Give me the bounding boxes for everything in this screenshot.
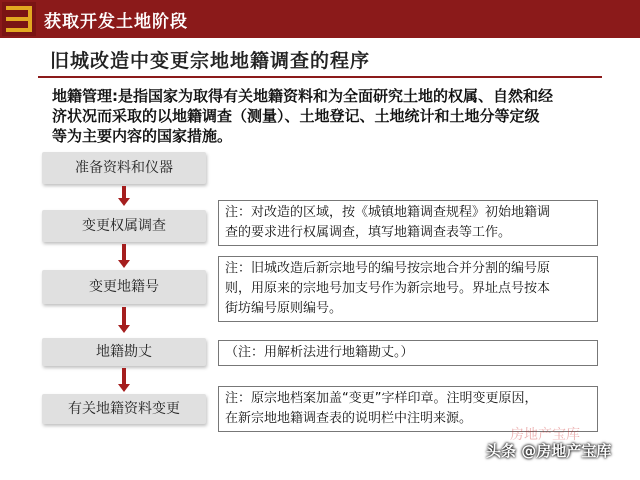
down-arrow-icon — [118, 368, 130, 392]
faint-watermark: 房地产宝库 — [510, 427, 580, 443]
title-divider — [38, 76, 602, 78]
step-ownership-survey: 变更权属调查 — [42, 210, 206, 242]
definition-line: 地籍管理:是指国家为取得有关地籍资料和为全面研究土地的权属、自然和经 — [52, 87, 554, 105]
header-title: 获取开发土地阶段 — [44, 12, 188, 32]
note-cadastral-survey — [218, 340, 598, 366]
step-change-parcel-number: 变更地籍号 — [42, 270, 206, 304]
definition-line: 等为主要内容的国家措施。 — [52, 127, 233, 145]
note-line: 街坊编号原则编号。 — [225, 301, 343, 316]
note-parcel-number — [218, 256, 598, 322]
logo-icon — [2, 2, 36, 36]
note-line: 在新宗地地籍调查表的说明栏中注明来源。 — [225, 411, 473, 426]
step-update-records: 有关地籍资料变更 — [42, 394, 206, 424]
page-title: 旧城改造中变更宗地地籍调查的程序 — [50, 50, 371, 72]
down-arrow-icon — [118, 244, 130, 268]
definition-paragraph — [52, 86, 600, 146]
step-cadastral-survey: 地籍勘丈 — [42, 338, 206, 366]
note-line: 注：原宗地档案加盖“变更”字样印章。注明变更原因， — [225, 391, 538, 406]
note-line: 则，用原来的宗地号加支号作为新宗地号。界址点号按本 — [225, 281, 551, 296]
note-line: （注：用解析法进行地籍勘丈。） — [225, 345, 414, 360]
note-line: 查的要求进行权属调查，填写地籍调查表等工作。 — [225, 225, 512, 240]
step-prepare-materials: 准备资料和仪器 — [42, 152, 206, 184]
note-ownership-survey — [218, 200, 598, 246]
down-arrow-icon — [118, 307, 130, 333]
header-bar — [0, 0, 640, 38]
source-watermark: 头条 @房地产宝库 — [486, 442, 612, 460]
down-arrow-icon — [118, 186, 130, 206]
note-line: 注：对改造的区域，按《城镇地籍调查规程》初始地籍调 — [225, 205, 551, 220]
note-line: 注：旧城改造后新宗地号的编号按宗地合并分割的编号原 — [225, 261, 551, 276]
definition-line: 济状况而采取的以地籍调查（测量）、土地登记、土地统计和土地分等定级 — [52, 107, 540, 125]
